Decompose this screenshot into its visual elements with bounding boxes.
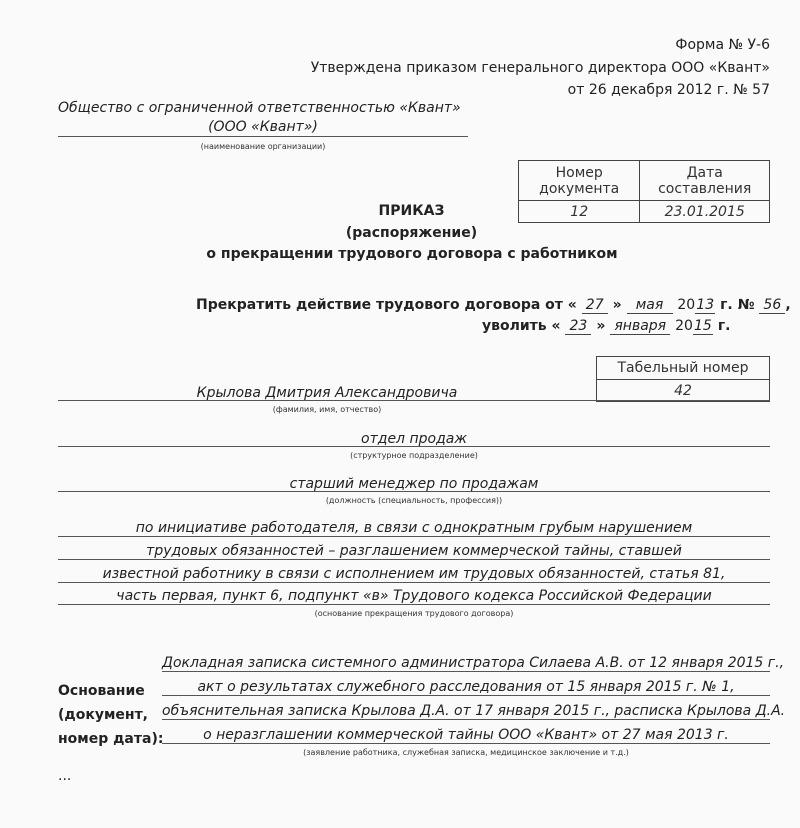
approval-line: Утверждена приказом генерального директора ООО «Квант» [310,60,770,76]
tabel-value: 42 [597,380,770,402]
reason-line-3: известной работнику в связи с исполнением им трудовых обязанностей, статья 81, [102,566,726,582]
org-name-line1: Общество с ограниченной ответственностью «Квант» [58,100,461,116]
tabel-header: Табельный номер [597,357,770,380]
basis-line-3: объяснительная записка Крылова Д.А. от 17 января 2015 г., расписка Крылова Д.А. [162,703,786,719]
org-caption: (наименование организации) [200,142,326,151]
dismiss-year-suffix: г. [717,318,731,334]
dismiss-close-quote: » [596,318,606,334]
basis-label-line-3: номер дата): [58,731,164,747]
basis-label [58,679,163,751]
department: отдел продаж [361,431,467,447]
reason-line-1: по инициативе работодателя, в связи с однократным грубым нарушением [135,520,693,536]
basis-line-4: о неразглашении коммерческой тайны ООО «Квант» от 27 мая 2013 г. [203,727,729,743]
position-caption: (должность (специальность, профессия)) [325,496,503,505]
footer-ellipsis: ... [58,768,72,784]
title-prikaz: ПРИКАЗ [378,203,445,219]
basis-rule-2 [162,695,770,696]
doc-number-value: 12 [519,201,640,223]
terminate-number: 56 [759,297,785,314]
terminate-label: Прекратить действие трудового договора от [196,297,563,313]
terminate-line [196,297,791,314]
basis-rule-1 [162,671,770,672]
dismiss-open-quote: « [551,318,561,334]
doc-date-value: 23.01.2015 [640,201,770,223]
reason-line-2: трудовых обязанностей – разглашением коммерческой тайны, ставшей [146,543,682,559]
doc-date-header: Дата составления [640,161,770,201]
reason-rule-4 [58,604,770,605]
basis-rule-3 [162,719,770,720]
employee-name-caption: (фамилия, имя, отчество) [272,405,382,414]
basis-label-line-2: (документ, [58,707,148,723]
org-name-line2: (ООО «Квант») [58,119,468,137]
reason-rule-1 [58,536,770,537]
doc-table [518,160,770,223]
basis-line-2: акт о результатах служебного расследования от 15 января 2015 г. № 1, [197,679,735,695]
department-caption: (структурное подразделение) [350,451,478,460]
dismiss-day: 23 [565,318,591,335]
dismiss-month: января [610,318,670,335]
approval-date: от 26 декабря 2012 г. № 57 [567,82,770,98]
terminate-comma: , [785,297,791,313]
reason-rule-2 [58,559,770,560]
dismiss-year-prefix: 20 [675,318,693,334]
basis-rule-4 [162,743,770,744]
reason-rule-3 [58,582,770,583]
tabel-table [596,356,770,402]
title-subject: о прекращении трудового договора с работником [206,246,618,262]
title-rasporyazhenie: (распоряжение) [345,225,478,241]
terminate-year: 13 [696,297,715,313]
employee-name: Крылова Дмитрия Александровича [196,385,458,401]
reason-caption: (основание прекращения трудового договора) [314,609,514,618]
form-number: Форма № У-6 [675,37,770,53]
terminate-close-quote: » [612,297,622,313]
dismiss-label: уволить [482,318,547,334]
basis-label-line-1: Основание [58,683,145,699]
terminate-year-prefix: 20 [677,297,696,313]
terminate-month: мая [627,297,673,314]
terminate-day: 27 [582,297,608,314]
dismiss-year: 15 [694,318,712,334]
basis-line-1: Докладная записка системного администратора Силаева А.В. от 12 января 2015 г., [162,655,785,671]
dismiss-line [482,318,730,335]
basis-caption: (заявление работника, служебная записка, медицинское заключение и т.д.) [303,748,629,757]
position: старший менеджер по продажам [289,476,539,492]
doc-number-header: Номер документа [519,161,640,201]
reason-line-4: часть первая, пункт 6, подпункт «в» Трудового кодекса Российской Федерации [116,588,712,604]
terminate-year-suffix: г. № [720,297,755,313]
terminate-open-quote: « [567,297,577,313]
